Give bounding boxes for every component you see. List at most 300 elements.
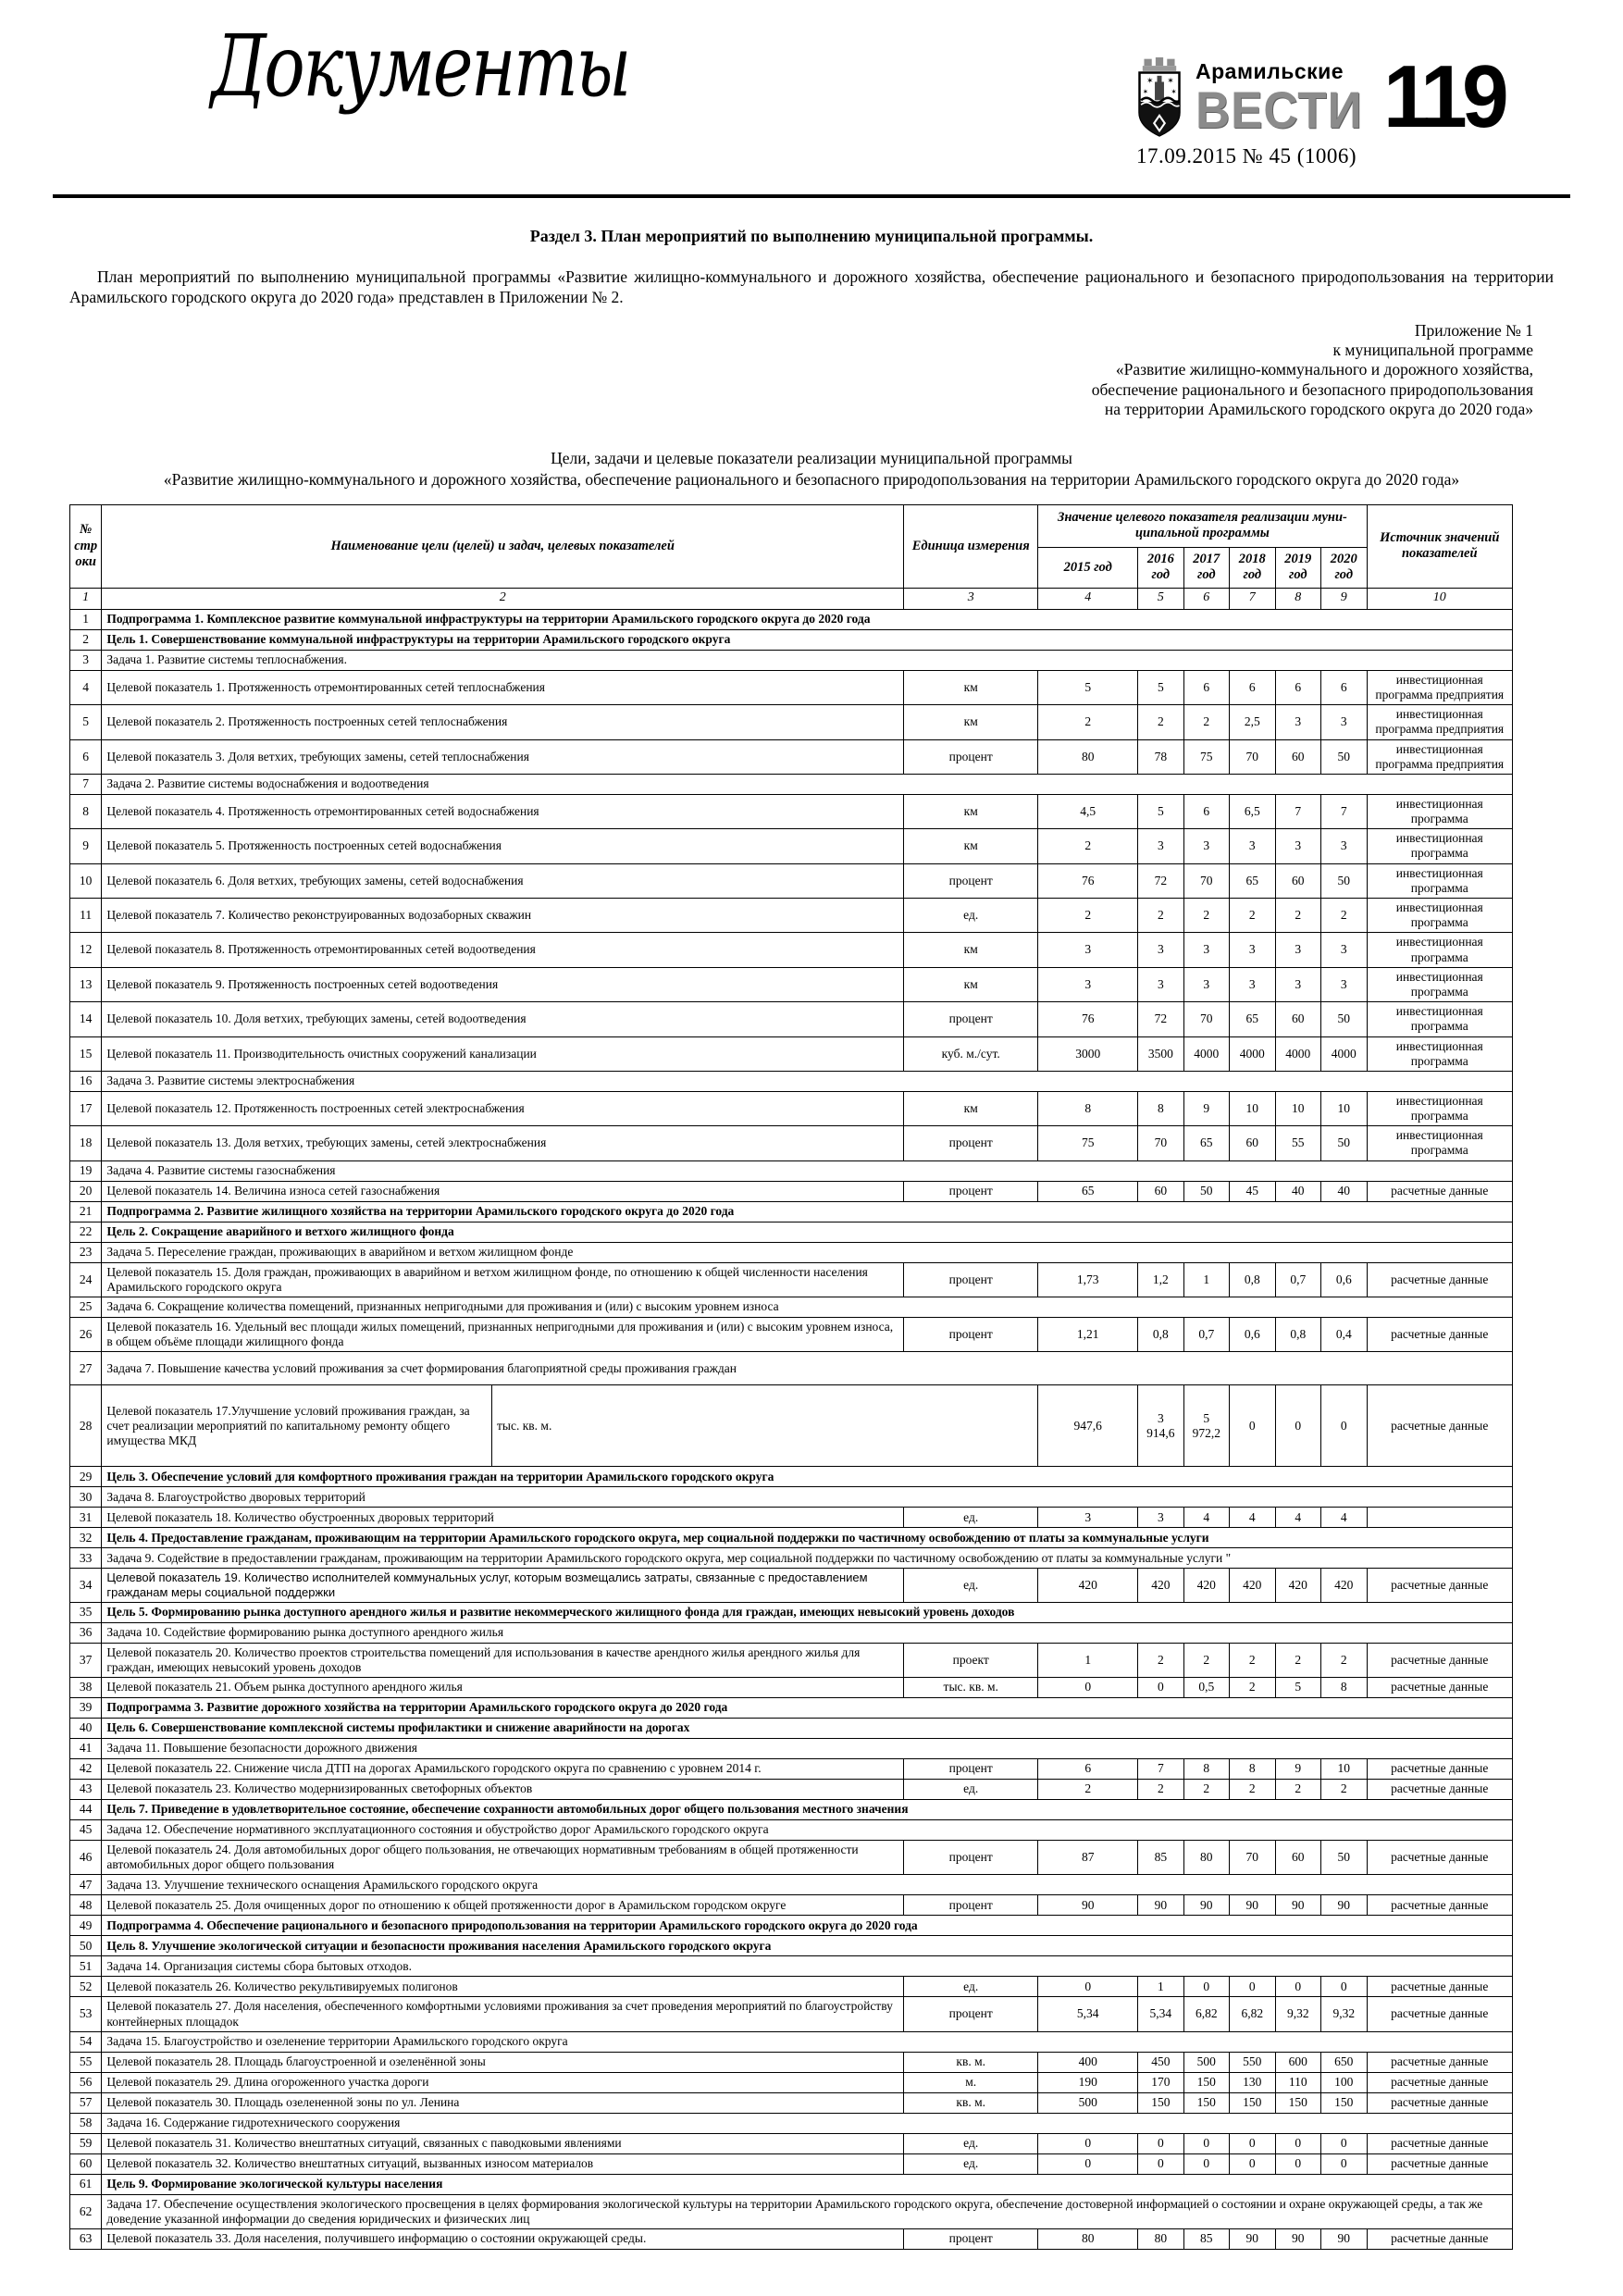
indicator-source: инвестиционная программа предприятия bbox=[1367, 739, 1513, 774]
table-row-4 bbox=[70, 670, 1513, 704]
indicator-name: Целевой показатель 1. Протяженность отремонтированных сетей теплоснабжения bbox=[102, 670, 904, 704]
indicator-value: 10 bbox=[1275, 1091, 1320, 1125]
indicator-source: расчетные данные bbox=[1367, 1643, 1513, 1677]
indicator-value: 450 bbox=[1138, 2052, 1183, 2072]
appendix-line: к муниципальной программе bbox=[1332, 341, 1533, 360]
indicator-name: Целевой показатель 32. Количество внештатных ситуаций, вызванных износом материалов bbox=[102, 2153, 904, 2174]
indicator-value: 3 bbox=[1275, 967, 1320, 1001]
indicator-value: 70 bbox=[1138, 1126, 1183, 1160]
indicator-value: 72 bbox=[1138, 1002, 1183, 1036]
indicator-source: расчетные данные bbox=[1367, 2072, 1513, 2092]
row-number: 1 bbox=[70, 609, 102, 629]
indicator-value: 3500 bbox=[1138, 1036, 1183, 1071]
table-row-61 bbox=[70, 2174, 1513, 2194]
indicator-source: инвестиционная программа предприятия bbox=[1367, 705, 1513, 739]
indicator-value: 60 bbox=[1275, 1840, 1320, 1874]
column-index: 6 bbox=[1183, 588, 1229, 609]
row-number: 42 bbox=[70, 1758, 102, 1779]
col-header-year-2016: 2016 год bbox=[1138, 547, 1183, 588]
page-title: Документы bbox=[211, 17, 629, 116]
row-text: Цель 1. Совершенствование коммунальной инфраструктуры на территории Арамильского городского округа bbox=[102, 629, 1513, 650]
row-number: 59 bbox=[70, 2133, 102, 2153]
indicator-value: 4000 bbox=[1230, 1036, 1275, 1071]
table-row-46 bbox=[70, 1840, 1513, 1874]
indicator-unit: км bbox=[904, 933, 1038, 967]
indicator-value: 6,82 bbox=[1183, 1997, 1229, 2031]
indicator-value: 420 bbox=[1275, 1569, 1320, 1602]
indicator-value: 0 bbox=[1038, 1977, 1138, 1997]
indicator-value: 0 bbox=[1183, 1977, 1229, 1997]
indicator-name: Целевой показатель 6. Доля ветхих, требующих замены, сетей водоснабжения bbox=[102, 863, 904, 898]
row-number: 51 bbox=[70, 1956, 102, 1977]
indicator-value: 0 bbox=[1038, 2153, 1138, 2174]
indicator-value: 3 bbox=[1038, 967, 1138, 1001]
col-header-year-2017: 2017 год bbox=[1183, 547, 1229, 588]
indicator-value: 4,5 bbox=[1038, 794, 1138, 828]
indicator-value: 2 bbox=[1321, 899, 1367, 933]
indicator-value: 150 bbox=[1183, 2092, 1229, 2113]
indicator-value: 0 bbox=[1138, 1677, 1183, 1697]
indicator-value: 500 bbox=[1183, 2052, 1229, 2072]
indicator-value: 420 bbox=[1138, 1569, 1183, 1602]
table-row-48 bbox=[70, 1895, 1513, 1916]
col-header-year-2020: 2020 год bbox=[1321, 547, 1367, 588]
indicator-unit: процент bbox=[904, 1181, 1038, 1201]
indicator-value: 9 bbox=[1275, 1758, 1320, 1779]
table-row-62 bbox=[70, 2194, 1513, 2228]
row-number: 31 bbox=[70, 1508, 102, 1528]
row-text: Задача 6. Сокращение количества помещений, признанных непригодными для проживания и (или) с высоким уровнем износа bbox=[102, 1297, 1513, 1318]
row-number: 45 bbox=[70, 1819, 102, 1840]
indicator-value: 170 bbox=[1138, 2072, 1183, 2092]
column-index: 1 bbox=[70, 588, 102, 609]
indicator-value: 76 bbox=[1038, 863, 1138, 898]
indicator-value: 2 bbox=[1138, 899, 1183, 933]
column-index: 2 bbox=[102, 588, 904, 609]
indicator-value: 2 bbox=[1230, 1677, 1275, 1697]
indicator-value: 0 bbox=[1321, 2133, 1367, 2153]
row-number: 30 bbox=[70, 1487, 102, 1508]
table-row-6 bbox=[70, 739, 1513, 774]
indicator-value: 90 bbox=[1038, 1895, 1138, 1916]
indicator-value: 60 bbox=[1275, 1002, 1320, 1036]
table-row-21 bbox=[70, 1201, 1513, 1222]
appendix-line: на территории Арамильского городского округа до 2020 года» bbox=[1104, 400, 1533, 419]
row-number: 19 bbox=[70, 1160, 102, 1181]
indicator-value: 0 bbox=[1038, 1677, 1138, 1697]
indicator-value: 85 bbox=[1183, 2229, 1229, 2250]
table-row-22 bbox=[70, 1222, 1513, 1242]
indicator-value: 70 bbox=[1183, 863, 1229, 898]
indicator-name: Целевой показатель 22. Снижение числа ДТП на дорогах Арамильского городского округа по сравнению с уровнем 2014 г. bbox=[102, 1758, 904, 1779]
indicator-value: 0 bbox=[1321, 1385, 1367, 1467]
table-row-16 bbox=[70, 1071, 1513, 1091]
appendix-line: Приложение № 1 bbox=[1414, 320, 1533, 340]
indicator-value: 1,73 bbox=[1038, 1262, 1138, 1297]
row-number: 25 bbox=[70, 1297, 102, 1318]
indicator-unit: процент bbox=[904, 739, 1038, 774]
table-row-30 bbox=[70, 1487, 1513, 1508]
indicator-unit: куб. м./сут. bbox=[904, 1036, 1038, 1071]
indicator-name: Целевой показатель 16. Удельный вес площади жилых помещений, признанных непригодными для проживания и (или) с высоким уровнем износа, в общем объёме площади жилищного фонда bbox=[102, 1318, 904, 1352]
row-text: Цель 3. Обеспечение условий для комфортного проживания граждан на территории Арамильского городского округа bbox=[102, 1467, 1513, 1487]
column-index: 4 bbox=[1038, 588, 1138, 609]
issue-date: 17.09.2015 № 45 (1006) bbox=[1136, 144, 1357, 168]
indicator-source: расчетные данные bbox=[1367, 2092, 1513, 2113]
indicator-value: 75 bbox=[1038, 1126, 1138, 1160]
table-row-52 bbox=[70, 1977, 1513, 1997]
indicator-value: 80 bbox=[1038, 739, 1138, 774]
indicator-value: 0 bbox=[1138, 2153, 1183, 2174]
indicator-name: Целевой показатель 9. Протяженность построенных сетей водоотведения bbox=[102, 967, 904, 1001]
indicator-unit: ед. bbox=[904, 899, 1038, 933]
indicator-value: 400 bbox=[1038, 2052, 1138, 2072]
indicator-value: 5 bbox=[1038, 670, 1138, 704]
indicator-value: 6 bbox=[1230, 670, 1275, 704]
indicator-value: 2,5 bbox=[1230, 705, 1275, 739]
table-header-row-1 bbox=[70, 504, 1513, 547]
indicator-name: Целевой показатель 33. Доля населения, получившего информацию о состоянии окружающей среды. bbox=[102, 2229, 904, 2250]
row-number: 34 bbox=[70, 1569, 102, 1602]
indicator-value: 1,21 bbox=[1038, 1318, 1138, 1352]
table-title bbox=[69, 448, 1554, 491]
indicator-unit: км bbox=[904, 967, 1038, 1001]
table-row-51 bbox=[70, 1956, 1513, 1977]
paper-name-bottom: ВЕСТИ bbox=[1196, 81, 1363, 139]
table-row-1 bbox=[70, 609, 1513, 629]
table-title-line1: Цели, задачи и целевые показатели реализации муниципальной программы bbox=[551, 448, 1072, 467]
col-header-year-2019: 2019 год bbox=[1275, 547, 1320, 588]
row-text: Задача 2. Развитие системы водоснабжения и водоотведения bbox=[102, 774, 1513, 794]
table-row-41 bbox=[70, 1738, 1513, 1758]
indicator-value: 150 bbox=[1321, 2092, 1367, 2113]
indicator-value: 4000 bbox=[1321, 1036, 1367, 1071]
indicator-value: 5 bbox=[1138, 794, 1183, 828]
table-row-42 bbox=[70, 1758, 1513, 1779]
indicator-value: 2 bbox=[1275, 899, 1320, 933]
table-row-8 bbox=[70, 794, 1513, 828]
indicator-value: 5,34 bbox=[1038, 1997, 1138, 2031]
indicator-value: 2 bbox=[1321, 1779, 1367, 1799]
row-number: 52 bbox=[70, 1977, 102, 1997]
indicator-value: 2 bbox=[1138, 1643, 1183, 1677]
indicator-unit: процент bbox=[904, 1126, 1038, 1160]
row-number: 21 bbox=[70, 1201, 102, 1222]
row-number: 3 bbox=[70, 650, 102, 670]
table-row-28 bbox=[70, 1385, 1513, 1467]
row-number: 57 bbox=[70, 2092, 102, 2113]
table-row-31 bbox=[70, 1508, 1513, 1528]
indicator-name: Целевой показатель 15. Доля граждан, проживающих в аварийном и ветхом жилищном фонде, по отношению к общей численности населения Арамильского городского округа bbox=[102, 1262, 904, 1297]
row-text: Задача 1. Развитие системы теплоснабжения. bbox=[102, 650, 1513, 670]
table-row-32 bbox=[70, 1528, 1513, 1548]
indicator-value: 7 bbox=[1321, 794, 1367, 828]
indicator-value: 3 bbox=[1321, 967, 1367, 1001]
table-row-38 bbox=[70, 1677, 1513, 1697]
indicator-value: 78 bbox=[1138, 739, 1183, 774]
col-header-name: Наименование цели (целей) и задач, целевых показателей bbox=[102, 504, 904, 588]
indicator-unit: процент bbox=[904, 1262, 1038, 1297]
row-number: 47 bbox=[70, 1875, 102, 1895]
row-text: Подпрограмма 4. Обеспечение рационального и безопасного природопользования на территории Арамильского городского округа до 2020 года bbox=[102, 1916, 1513, 1936]
row-number: 6 bbox=[70, 739, 102, 774]
indicator-name: Целевой показатель 7. Количество реконструированных водозаборных скважин bbox=[102, 899, 904, 933]
indicator-name: Целевой показатель 31. Количество внештатных ситуаций, связанных с паводковыми явлениями bbox=[102, 2133, 904, 2153]
row-number: 60 bbox=[70, 2153, 102, 2174]
indicator-value: 50 bbox=[1321, 1126, 1367, 1160]
indicator-value: 60 bbox=[1138, 1181, 1183, 1201]
indicator-source: инвестиционная программа bbox=[1367, 1036, 1513, 1071]
row-number: 58 bbox=[70, 2113, 102, 2133]
indicator-source: инвестиционная программа bbox=[1367, 933, 1513, 967]
issue-number: 119 bbox=[1383, 47, 1505, 146]
indicator-unit: км bbox=[904, 705, 1038, 739]
indicator-unit: процент bbox=[904, 1002, 1038, 1036]
row-number: 14 bbox=[70, 1002, 102, 1036]
indicator-value: 4000 bbox=[1183, 1036, 1229, 1071]
indicator-value: 0 bbox=[1230, 1385, 1275, 1467]
table-row-23 bbox=[70, 1242, 1513, 1262]
indicator-value: 0,6 bbox=[1321, 1262, 1367, 1297]
indicator-source: расчетные данные bbox=[1367, 2153, 1513, 2174]
indicator-source: расчетные данные bbox=[1367, 1779, 1513, 1799]
row-number: 17 bbox=[70, 1091, 102, 1125]
table-row-47 bbox=[70, 1875, 1513, 1895]
indicator-value: 50 bbox=[1183, 1181, 1229, 1201]
indicator-name: Целевой показатель 28. Площадь благоустроенной и озеленённой зоны bbox=[102, 2052, 904, 2072]
indicator-value: 0 bbox=[1230, 2153, 1275, 2174]
indicator-value: 4 bbox=[1230, 1508, 1275, 1528]
table-row-56 bbox=[70, 2072, 1513, 2092]
indicator-value: 2 bbox=[1038, 829, 1138, 863]
row-number: 18 bbox=[70, 1126, 102, 1160]
indicator-value: 50 bbox=[1321, 1840, 1367, 1874]
indicator-value: 0 bbox=[1275, 2133, 1320, 2153]
indicator-value: 2 bbox=[1230, 1643, 1275, 1677]
column-index: 10 bbox=[1367, 588, 1513, 609]
indicator-value: 110 bbox=[1275, 2072, 1320, 2092]
indicator-value: 50 bbox=[1321, 863, 1367, 898]
indicator-unit: тыс. кв. м. bbox=[904, 1677, 1038, 1697]
table-row-17 bbox=[70, 1091, 1513, 1125]
svg-text:✶: ✶ bbox=[1171, 87, 1177, 96]
indicator-unit: процент bbox=[904, 1997, 1038, 2031]
row-text: Подпрограмма 2. Развитие жилищного хозяйства на территории Арамильского городского округа до 2020 года bbox=[102, 1201, 1513, 1222]
indicator-unit: м. bbox=[904, 2072, 1038, 2092]
table-row-7 bbox=[70, 774, 1513, 794]
indicator-value: 190 bbox=[1038, 2072, 1138, 2092]
indicator-name: Целевой показатель 4. Протяженность отремонтированных сетей водоснабжения bbox=[102, 794, 904, 828]
indicator-name: Целевой показатель 21. Объем рынка доступного арендного жилья bbox=[102, 1677, 904, 1697]
indicator-value: 2 bbox=[1275, 1643, 1320, 1677]
row-number: 35 bbox=[70, 1602, 102, 1622]
indicator-value: 8 bbox=[1138, 1091, 1183, 1125]
indicator-source: инвестиционная программа bbox=[1367, 899, 1513, 933]
col-header-values-group: Значение целевого показателя реализации муниципальной программы bbox=[1038, 504, 1367, 547]
table-row-15 bbox=[70, 1036, 1513, 1071]
indicator-value: 150 bbox=[1230, 2092, 1275, 2113]
masthead bbox=[0, 0, 1623, 199]
row-number: 9 bbox=[70, 829, 102, 863]
table-row-26 bbox=[70, 1318, 1513, 1352]
indicator-value: 4 bbox=[1321, 1508, 1367, 1528]
indicator-unit: процент bbox=[904, 1840, 1038, 1874]
indicator-value: 10 bbox=[1321, 1758, 1367, 1779]
indicator-name: Целевой показатель 17.Улучшение условий проживания граждан, за счет реализации мероприятий по капитальному ремонту общего имущества МКД bbox=[102, 1385, 492, 1467]
table-row-5 bbox=[70, 705, 1513, 739]
indicator-source bbox=[1367, 1508, 1513, 1528]
indicator-source: расчетные данные bbox=[1367, 1181, 1513, 1201]
table-row-13 bbox=[70, 967, 1513, 1001]
indicator-unit: проект bbox=[904, 1643, 1038, 1677]
indicator-value: 90 bbox=[1230, 1895, 1275, 1916]
svg-text:✶: ✶ bbox=[1142, 87, 1149, 96]
row-number: 38 bbox=[70, 1677, 102, 1697]
row-number: 56 bbox=[70, 2072, 102, 2092]
indicator-name: Целевой показатель 25. Доля очищенных дорог по отношению к общей протяженности дорог в Арамильском городском округе bbox=[102, 1895, 904, 1916]
indicator-value: 2 bbox=[1183, 1643, 1229, 1677]
indicator-value: 1 bbox=[1138, 1977, 1183, 1997]
row-number: 49 bbox=[70, 1916, 102, 1936]
indicator-unit: тыс. кв. м. bbox=[492, 1385, 1038, 1467]
indicator-unit: ед. bbox=[904, 2133, 1038, 2153]
row-number: 62 bbox=[70, 2194, 102, 2228]
indicator-value: 0 bbox=[1321, 1977, 1367, 1997]
row-number: 7 bbox=[70, 774, 102, 794]
indicator-value: 2 bbox=[1138, 1779, 1183, 1799]
indicator-value: 2 bbox=[1038, 899, 1138, 933]
table-row-35 bbox=[70, 1602, 1513, 1622]
indicator-unit: ед. bbox=[904, 1977, 1038, 1997]
indicator-value: 90 bbox=[1275, 1895, 1320, 1916]
row-number: 15 bbox=[70, 1036, 102, 1071]
indicator-value: 5 bbox=[1138, 670, 1183, 704]
section-heading: Раздел 3. План мероприятий по выполнению муниципальной программы. bbox=[529, 227, 1094, 245]
indicator-unit: ед. bbox=[904, 1508, 1038, 1528]
indicator-value: 2 bbox=[1230, 1779, 1275, 1799]
col-header-source: Источник значений показателей bbox=[1367, 504, 1513, 588]
column-index: 5 bbox=[1138, 588, 1183, 609]
indicator-name: Целевой показатель 2. Протяженность построенных сетей теплоснабжения bbox=[102, 705, 904, 739]
row-number: 33 bbox=[70, 1548, 102, 1569]
program-indicators-table bbox=[69, 504, 1513, 2250]
indicator-value: 2 bbox=[1183, 705, 1229, 739]
table-row-18 bbox=[70, 1126, 1513, 1160]
row-text: Задача 4. Развитие системы газоснабжения bbox=[102, 1160, 1513, 1181]
indicator-value: 60 bbox=[1275, 739, 1320, 774]
indicator-value: 8 bbox=[1321, 1677, 1367, 1697]
indicator-value: 80 bbox=[1038, 2229, 1138, 2250]
indicator-value: 9,32 bbox=[1321, 1997, 1367, 2031]
indicator-source: расчетные данные bbox=[1367, 1840, 1513, 1874]
indicator-value: 90 bbox=[1230, 2229, 1275, 2250]
indicator-unit: кв. м. bbox=[904, 2052, 1038, 2072]
indicator-value: 3 bbox=[1138, 1508, 1183, 1528]
row-number: 20 bbox=[70, 1181, 102, 1201]
indicator-unit: км bbox=[904, 829, 1038, 863]
row-number: 10 bbox=[70, 863, 102, 898]
indicator-value: 3 bbox=[1230, 933, 1275, 967]
indicator-source: инвестиционная программа bbox=[1367, 863, 1513, 898]
row-number: 63 bbox=[70, 2229, 102, 2250]
col-header-year-2015: 2015 год bbox=[1038, 547, 1138, 588]
indicator-unit: ед. bbox=[904, 1569, 1038, 1602]
table-row-49 bbox=[70, 1916, 1513, 1936]
indicator-value: 1,2 bbox=[1138, 1262, 1183, 1297]
indicator-value: 70 bbox=[1230, 1840, 1275, 1874]
indicator-value: 3 bbox=[1230, 829, 1275, 863]
row-number: 54 bbox=[70, 2031, 102, 2052]
row-number: 13 bbox=[70, 967, 102, 1001]
indicator-value: 0,8 bbox=[1230, 1262, 1275, 1297]
indicator-value: 2 bbox=[1275, 1779, 1320, 1799]
indicator-value: 2 bbox=[1038, 1779, 1138, 1799]
indicator-value: 0,6 bbox=[1230, 1318, 1275, 1352]
indicator-name: Целевой показатель 13. Доля ветхих, требующих замены, сетей электроснабжения bbox=[102, 1126, 904, 1160]
indicator-value: 75 bbox=[1183, 739, 1229, 774]
row-text: Задача 3. Развитие системы электроснабжения bbox=[102, 1071, 1513, 1091]
indicator-value: 3 bbox=[1275, 829, 1320, 863]
svg-text:✶: ✶ bbox=[1167, 76, 1174, 86]
indicator-value: 600 bbox=[1275, 2052, 1320, 2072]
indicator-value: 3000 bbox=[1038, 1036, 1138, 1071]
indicator-value: 3 bbox=[1138, 829, 1183, 863]
indicator-value: 100 bbox=[1321, 2072, 1367, 2092]
indicator-value: 0 bbox=[1183, 2133, 1229, 2153]
indicator-source: инвестиционная программа bbox=[1367, 1002, 1513, 1036]
row-number: 32 bbox=[70, 1528, 102, 1548]
row-number: 53 bbox=[70, 1997, 102, 2031]
row-text: Задача 10. Содействие формированию рынка доступного арендного жилья bbox=[102, 1622, 1513, 1643]
indicator-value: 947,6 bbox=[1038, 1385, 1138, 1467]
indicator-value: 500 bbox=[1038, 2092, 1138, 2113]
indicator-value: 1 bbox=[1183, 1262, 1229, 1297]
col-header-unit: Единица измерения bbox=[904, 504, 1038, 588]
indicator-value: 90 bbox=[1275, 2229, 1320, 2250]
indicator-value: 0 bbox=[1138, 2133, 1183, 2153]
indicator-value: 90 bbox=[1321, 1895, 1367, 1916]
indicator-source: расчетные данные bbox=[1367, 1977, 1513, 1997]
indicator-name: Целевой показатель 26. Количество рекультивируемых полигонов bbox=[102, 1977, 904, 1997]
table-row-54 bbox=[70, 2031, 1513, 2052]
table-row-43 bbox=[70, 1779, 1513, 1799]
indicator-source: расчетные данные bbox=[1367, 1262, 1513, 1297]
indicator-unit: км bbox=[904, 794, 1038, 828]
row-number: 2 bbox=[70, 629, 102, 650]
indicator-value: 60 bbox=[1275, 863, 1320, 898]
indicator-name: Целевой показатель 30. Площадь озелененной зоны по ул. Ленина bbox=[102, 2092, 904, 2113]
coat-of-arms-icon bbox=[1136, 57, 1183, 137]
indicator-source: инвестиционная программа bbox=[1367, 794, 1513, 828]
row-number: 44 bbox=[70, 1799, 102, 1819]
row-number: 40 bbox=[70, 1718, 102, 1738]
indicator-value: 50 bbox=[1321, 739, 1367, 774]
svg-text:✶: ✶ bbox=[1146, 76, 1154, 86]
indicator-name: Целевой показатель 3. Доля ветхих, требующих замены, сетей теплоснабжения bbox=[102, 739, 904, 774]
indicator-value: 0,4 bbox=[1321, 1318, 1367, 1352]
indicator-value: 7 bbox=[1275, 794, 1320, 828]
indicator-unit: процент bbox=[904, 863, 1038, 898]
row-text: Задача 14. Организация системы сбора бытовых отходов. bbox=[102, 1956, 1513, 1977]
indicator-value: 6 bbox=[1275, 670, 1320, 704]
indicator-source: расчетные данные bbox=[1367, 2133, 1513, 2153]
indicator-value: 90 bbox=[1321, 2229, 1367, 2250]
indicator-value: 3 bbox=[1321, 933, 1367, 967]
indicator-name: Целевой показатель 23. Количество модернизированных светофорных объектов bbox=[102, 1779, 904, 1799]
indicator-value: 6,82 bbox=[1230, 1997, 1275, 2031]
indicator-unit: процент bbox=[904, 1895, 1038, 1916]
indicator-name: Целевой показатель 8. Протяженность отремонтированных сетей водоотведения bbox=[102, 933, 904, 967]
